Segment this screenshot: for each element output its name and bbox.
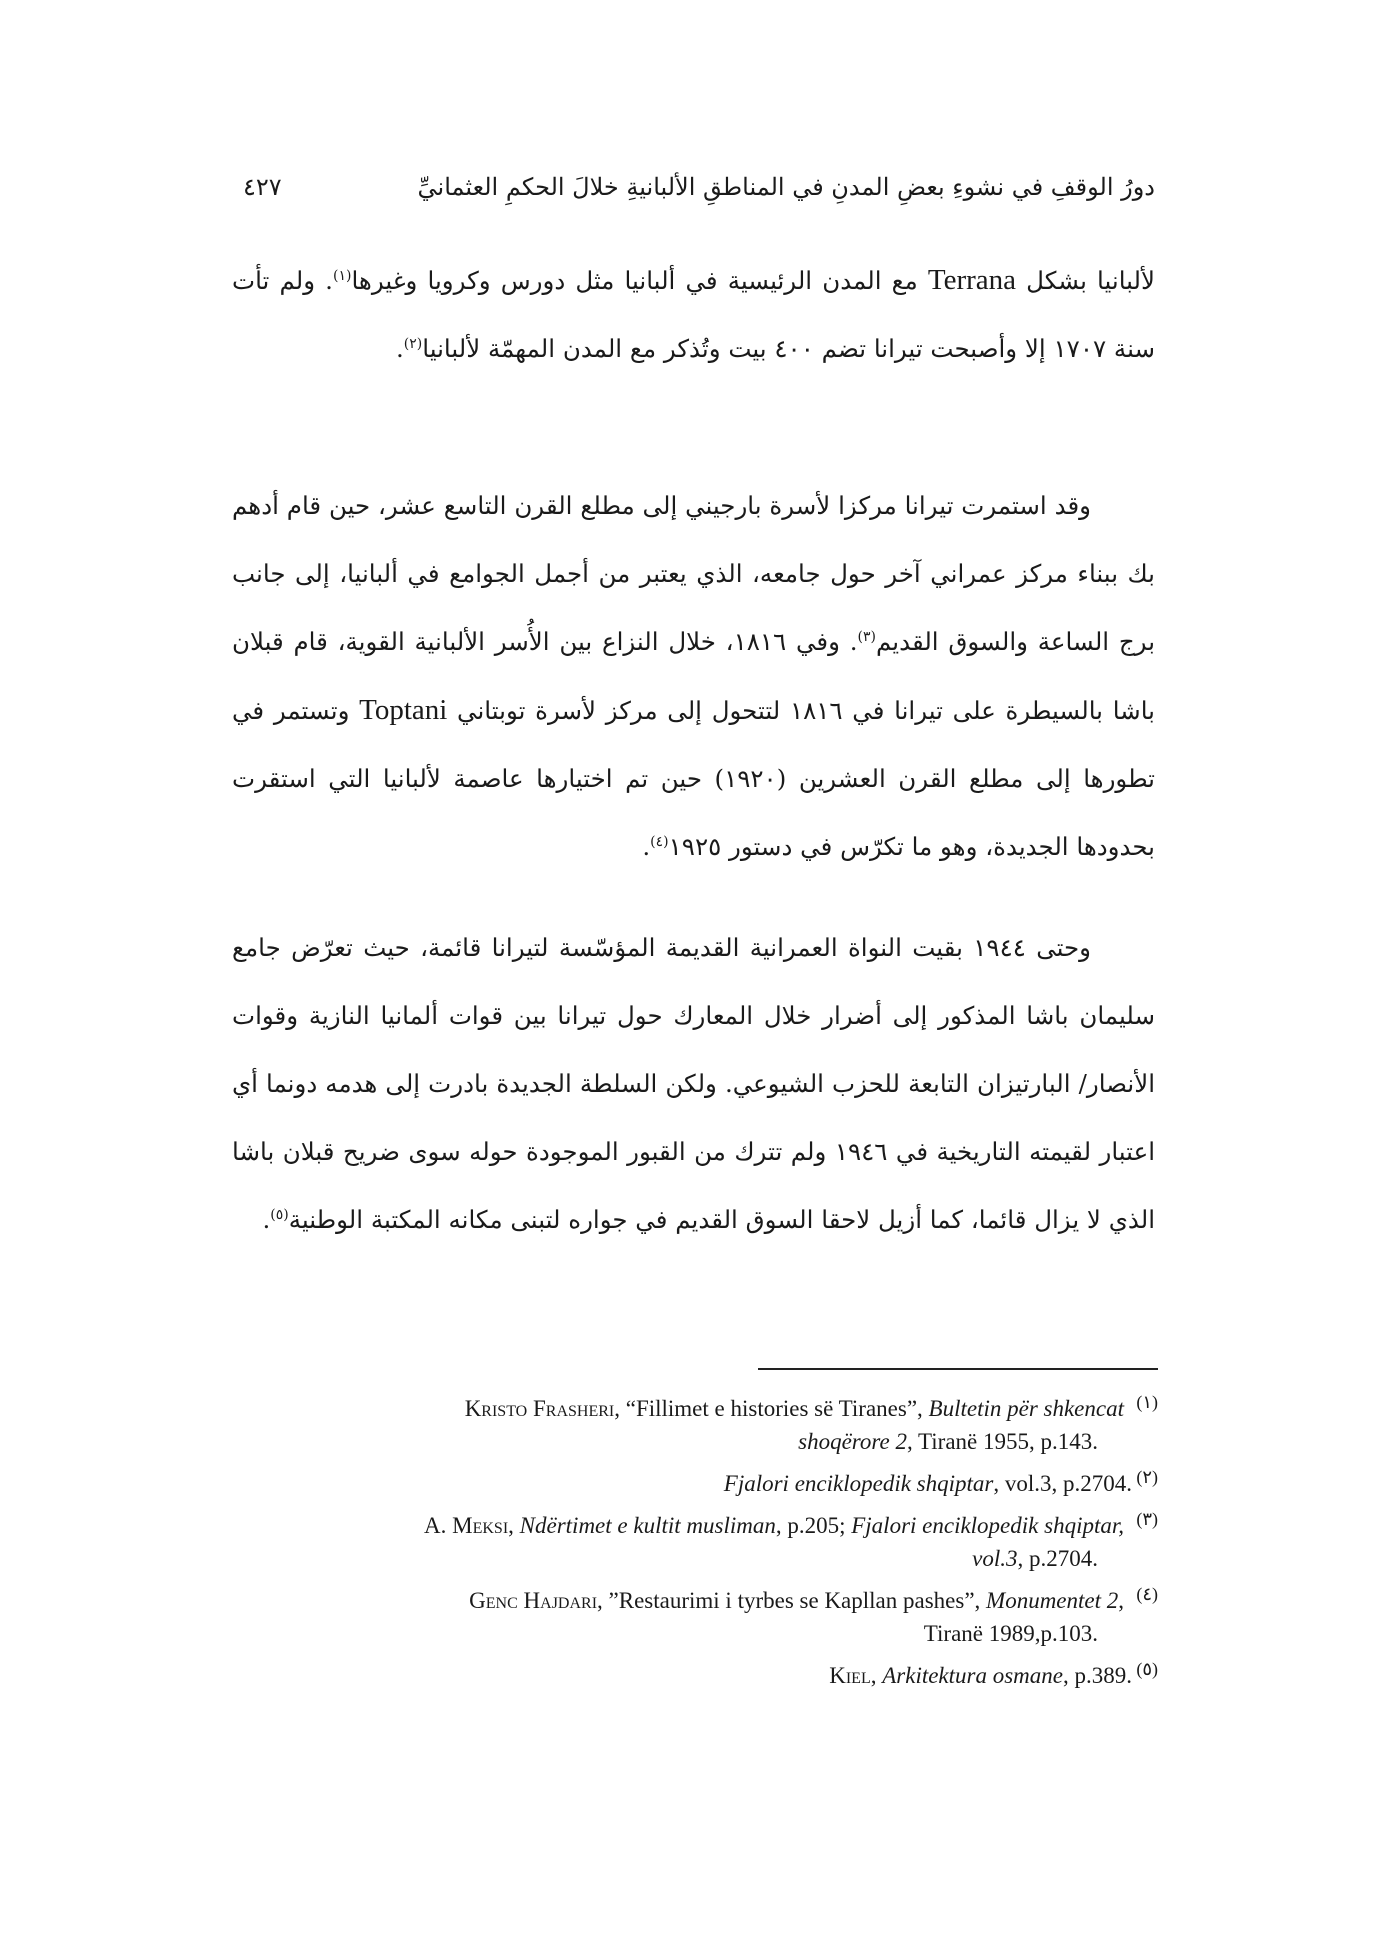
footnote-reference[interactable]: (٥) — [270, 1206, 289, 1223]
footnote-author: Kristo Frasheri — [464, 1396, 615, 1421]
footnote-details: , vol.3, p.2704. — [993, 1471, 1132, 1496]
footnote-title: , ”Restaurimi i tyrbes se Kapllan pashes”, — [597, 1588, 987, 1613]
footnotes — [230, 1392, 1158, 1701]
footnote-details: Tiranë 1989,p.103. — [923, 1621, 1098, 1646]
footnote-author: Meksi — [452, 1513, 509, 1538]
footnote-text — [230, 1392, 1158, 1425]
paragraph-3 — [232, 914, 1155, 1254]
footnote-source: vol.3 — [972, 1546, 1018, 1571]
footnote-text-continued — [230, 1425, 1158, 1458]
paragraph-text: وتستمر في تطورها إلى مطلع القرن العشرين (١٩٢٠) حين تم اختيارها عاصمة لألبانيا التي استقرت بحدودها الجديدة، وهو ما تكرّس في دستور ١٩٢٥ — [232, 696, 1155, 861]
footnote-number: (٣) — [1136, 1509, 1158, 1529]
paragraph-text: مع المدن الرئيسية في ألبانيا مثل دورس وكرويا وغيرها — [351, 266, 928, 295]
paragraph-text: . — [642, 832, 651, 861]
footnote-details: , p.389. — [1063, 1663, 1132, 1688]
footnote-author: Genc Hajdari — [469, 1588, 598, 1613]
running-title: دورُ الوقفِ في نشوءِ بعضِ المدنِ في المناطقِ الألبانيةِ خلالَ الحكمِ العثمانيِّ — [417, 173, 1155, 201]
footnote-text-continued — [230, 1542, 1158, 1575]
paragraph-text: . ولم تأت سنة ١٧٠٧ إلا وأصبحت تيرانا تضم ٤٠٠ بيت وتُذكر مع المدن المهمّة لألبانيا — [232, 266, 1155, 363]
footnote-source: Ndërtimet e kultit musliman — [519, 1513, 776, 1538]
footnote-reference[interactable]: (٢) — [403, 335, 423, 352]
footnote-text — [230, 1584, 1158, 1617]
latin-term: Toptani — [359, 694, 448, 726]
footnote-1 — [230, 1392, 1158, 1458]
footnote-punct: , — [1118, 1588, 1124, 1613]
footnote-initial: A. — [424, 1513, 453, 1538]
footnote-author: Kiel — [829, 1663, 871, 1688]
footnote-number: (٥) — [1136, 1659, 1158, 1679]
footnote-details: , p.2704. — [1017, 1546, 1098, 1571]
footnote-reference[interactable]: (١) — [332, 267, 352, 284]
footnote-separator — [758, 1368, 1158, 1370]
paragraph-text: . — [395, 334, 404, 363]
paragraph-2 — [232, 472, 1155, 881]
footnote-source: Fjalori enciklopedik shqiptar, — [851, 1513, 1124, 1538]
paragraph-text: لألبانيا بشكل — [1016, 266, 1155, 295]
footnote-details: , Tiranë 1955, p.143. — [906, 1429, 1098, 1454]
footnote-text — [230, 1509, 1158, 1542]
footnote-text — [230, 1659, 1158, 1692]
footnote-5 — [230, 1659, 1158, 1692]
running-header — [243, 165, 1155, 209]
footnote-reference[interactable]: (٤) — [650, 833, 669, 850]
footnote-journal: Bultetin për shkencat — [928, 1396, 1124, 1421]
footnote-details: , p.205; — [775, 1513, 852, 1538]
footnote-number: (١) — [1136, 1392, 1158, 1412]
footnote-number: (٤) — [1136, 1584, 1158, 1604]
footnote-text-continued — [230, 1617, 1158, 1650]
footnote-number: (٢) — [1136, 1467, 1158, 1487]
footnote-source: Fjalori enciklopedik shqiptar — [723, 1471, 994, 1496]
footnote-2 — [230, 1467, 1158, 1500]
paragraph-text: وقد استمرت تيرانا مركزا لأسرة بارجيني إلى مطلع القرن التاسع عشر، حين قام أدهم بك ببناء مركز عمراني آخر حول جامعه، الذي يعتبر من أجمل الجوامع في ألبانيا، إلى جانب برج الساعة والسوق القديم — [232, 491, 1156, 656]
footnote-punct: , — [508, 1513, 520, 1538]
footnote-journal: shoqërore 2 — [798, 1429, 907, 1454]
paragraph-text: وحتى ١٩٤٤ بقيت النواة العمرانية القديمة المؤسّسة لتيرانا قائمة، حيث تعرّض جامع سليمان باشا المذكور إلى أضرار خلال المعارك حول تيرانا بين قوات ألمانيا النازية وقوات الأنصار/ البارتيزان التابعة للحزب الشيوعي. ولكن السلطة الجديدة بادرت إلى هدمه دونما أي اعتبار لقيمته التاريخية في ١٩٤٦ ولم تترك من القبور الموجودة حوله سوى ضريح قبلان باشا الذي لا يزال قائما، كما أزيل لاحقا السوق القديم في جواره لتبنى مكانه المكتبة الوطنية — [232, 933, 1156, 1234]
footnote-3 — [230, 1509, 1158, 1575]
footnote-4 — [230, 1584, 1158, 1650]
footnote-reference[interactable]: (٣) — [857, 628, 876, 645]
paragraph-text: . — [262, 1205, 271, 1234]
page-number: ٤٢٧ — [243, 173, 282, 201]
paragraph-text: . وفي ١٨١٦، خلال النزاع بين الأُسر الألبانية القوية، قام قبلان باشا بالسيطرة على تيرانا في ١٨١٦ لتتحول إلى مركز لأسرة توبتاني — [232, 627, 1155, 725]
paragraph-1 — [232, 246, 1155, 383]
footnote-punct: , — [870, 1663, 883, 1688]
footnote-source: Arkitektura osmane — [882, 1663, 1063, 1688]
footnote-title: , “Fillimet e histories së Tiranes”, — [614, 1396, 929, 1421]
footnote-journal: Monumentet 2 — [986, 1588, 1119, 1613]
latin-term: Terrana — [927, 264, 1017, 296]
footnote-text — [230, 1467, 1158, 1500]
